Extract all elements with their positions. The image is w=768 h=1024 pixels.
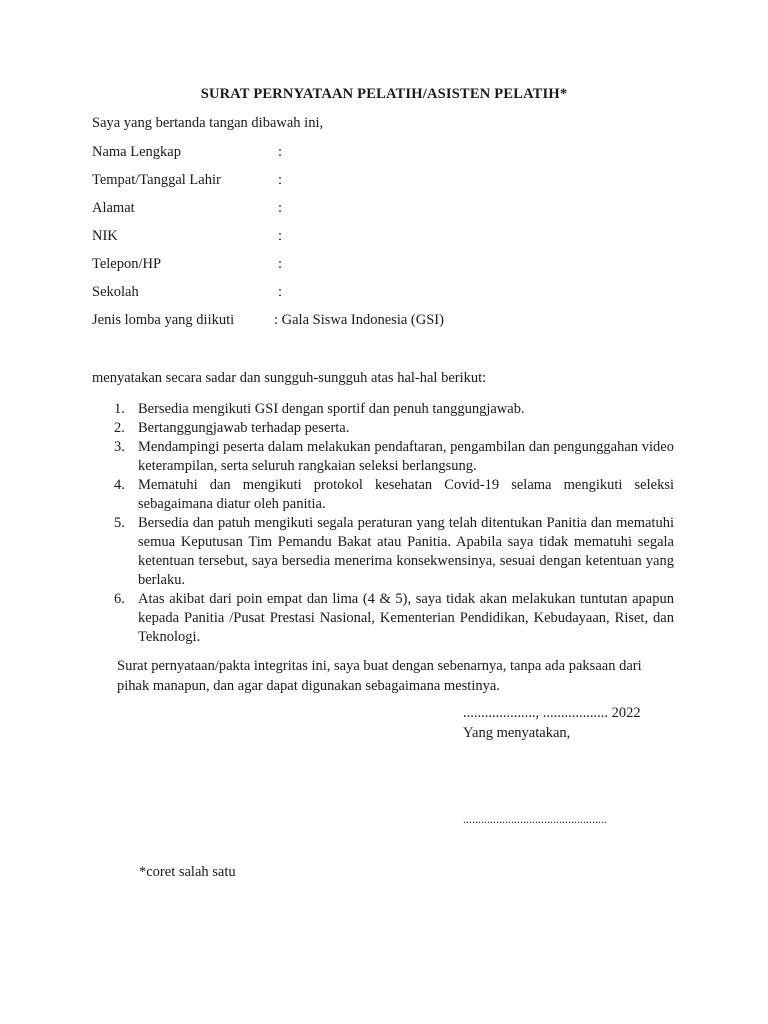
item-text: Bersedia dan patuh mengikuti segala peraturan yang telah ditentukan Panitia dan mematuhi semua Keputusan Tim Pemandu Bakat atau Panitia. Apabila saya tidak mematuhi segala ketentuan tersebut, saya bersedia menerima konsekwensinya, sesuai dengan ketentuan yang berlaku. [138,515,674,588]
document-title: SURAT PERNYATAAN PELATIH/ASISTEN PELATIH* [200,86,568,102]
field-value: : [278,228,283,244]
item-text: Bertanggungjawab terhadap peserta. [138,420,350,436]
list-item [92,419,674,438]
signature-caption: Yang menyatakan, [463,725,571,741]
statement-list [92,400,674,647]
field-value: : [278,144,283,160]
signature-name-line: ................................................ [463,812,607,826]
item-text: Bersedia mengikuti GSI dengan sportif dan penuh tanggungjawab. [138,401,525,417]
field-value: : Gala Siswa Indonesia (GSI) [274,312,444,328]
list-item [92,590,674,647]
item-text: Atas akibat dari poin empat dan lima (4 & 5), saya tidak akan melakukan tuntutan apapun kepada Panitia /Pusat Prestasi Nasional, Kementerian Pendidikan, Kebudayaan, Riset, dan Teknologi. [138,591,674,645]
field-label: Sekolah [92,284,139,300]
item-text: Mematuhi dan mengikuti protokol kesehatan Covid-19 selama mengikuti seleksi sebagaimana diatur oleh panitia. [138,477,674,512]
field-label: Telepon/HP [92,256,162,272]
list-item [92,476,674,514]
signature-date-line: ...................., .................. 2022 [463,705,641,721]
field-label: Nama Lengkap [92,144,181,160]
item-number: 3. [114,439,125,455]
declaration-text: menyatakan secara sadar dan sungguh-sungguh atas hal-hal berikut: [92,370,487,386]
list-item [92,438,674,476]
field-label: NIK [92,228,118,244]
item-number: 2. [114,420,125,436]
list-item [92,400,674,419]
item-text: Mendampingi peserta dalam melakukan pendaftaran, pengambilan dan pengunggahan video keterampilan, serta seluruh rangkaian seleksi berlangsung. [138,439,674,474]
list-item [92,514,674,590]
item-number: 6. [114,591,125,607]
item-number: 5. [114,515,125,531]
field-label: Jenis lomba yang diikuti [92,312,235,328]
item-number: 1. [114,401,125,417]
footnote: *coret salah satu [139,864,236,880]
field-label: Alamat [92,200,135,216]
field-value: : [278,284,283,300]
field-value: : [278,172,283,188]
field-value: : [278,256,283,272]
field-value: : [278,200,283,216]
item-number: 4. [114,477,125,493]
closing-paragraph: Surat pernyataan/pakta integritas ini, saya buat dengan sebenarnya, tanpa ada paksaan dari pihak manapun, dan agar dapat digunakan sebagaimana mestinya. [117,658,642,694]
field-label: Tempat/Tanggal Lahir [92,172,221,188]
intro-text: Saya yang bertanda tangan dibawah ini, [92,115,324,131]
